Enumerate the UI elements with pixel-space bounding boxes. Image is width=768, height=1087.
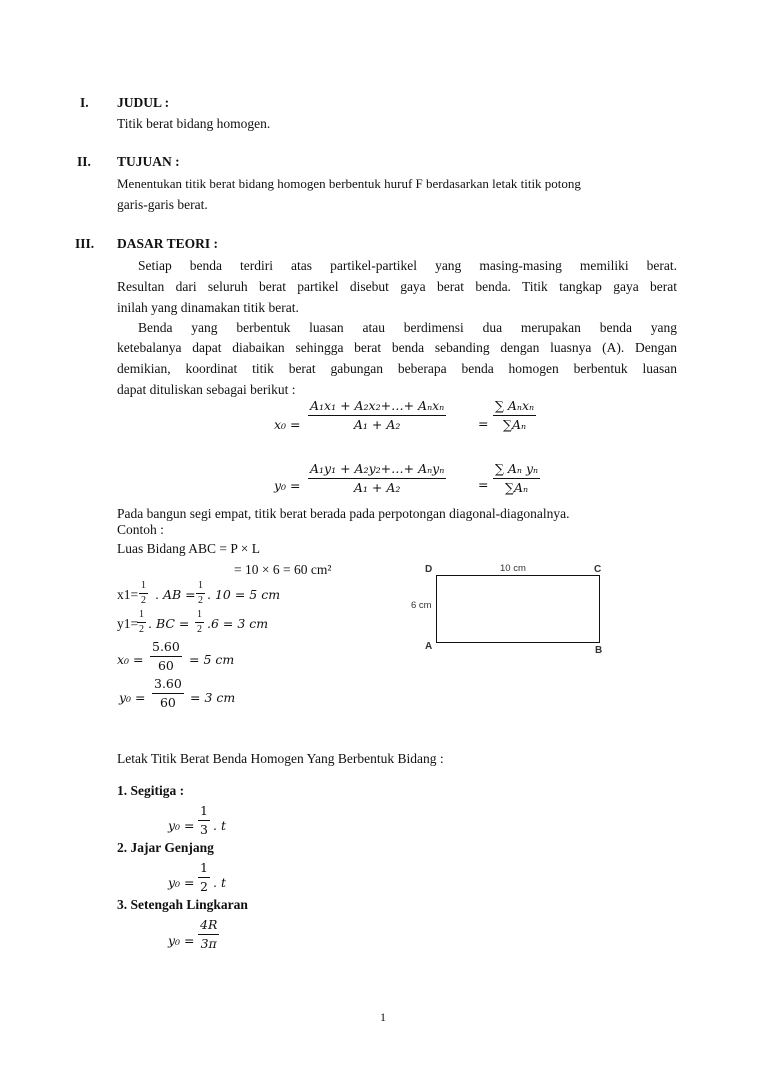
- formula-y0-denominator: A₁ + A₂: [308, 478, 446, 495]
- x1-half-fraction-2: [196, 580, 205, 606]
- formula-x0-lhs: x₀ =: [274, 417, 301, 432]
- item-setengah-lingkaran-lhs: y₀ =: [168, 933, 195, 948]
- formula-x0-equals: =: [478, 416, 489, 431]
- section-1-text: Titik berat bidang homogen.: [117, 116, 271, 131]
- section-3-heading: DASAR TEORI :: [117, 236, 219, 251]
- item-jajar-genjang-fraction: [198, 860, 210, 894]
- section-2-heading: TUJUAN :: [117, 154, 180, 169]
- label-top-length: 10 cm: [500, 563, 526, 574]
- formula-x0-sum-numerator: ∑ Aₙxₙ: [495, 398, 535, 413]
- fraction-numerator: 1: [200, 803, 208, 818]
- section-2-number: II.: [77, 154, 91, 169]
- formula-x0-sum-denominator: ∑Aₙ: [493, 415, 536, 432]
- formula-x0-denominator: A₁ + A₂: [308, 415, 446, 432]
- section-1-number: I.: [80, 95, 89, 110]
- paragraph-line: Setiap benda terdiri atas partikel-partikel yang masing-masing memiliki berat.: [138, 258, 677, 273]
- x1-lhs: x1=: [117, 587, 139, 602]
- rectangle-abcd: [436, 575, 600, 643]
- fraction-denominator: 2: [139, 624, 144, 635]
- paragraph-line: ketebalanya dapat diabaikan sehingga berat benda sebanding dengan luasnya (A). Dengan: [117, 340, 677, 355]
- label-d: D: [425, 564, 433, 575]
- example-x0-fraction: [150, 639, 182, 673]
- formula-y0-sum-numerator: ∑ Aₙ yₙ: [495, 461, 539, 476]
- letak-intro: Letak Titik Berat Benda Homogen Yang Berbentuk Bidang :: [117, 751, 444, 766]
- x1-mid: . AB =: [155, 587, 196, 602]
- fraction-numerator: 5.60: [152, 639, 180, 654]
- section-3-number: III.: [75, 236, 95, 251]
- formula-y0-sum-fraction: [493, 461, 540, 495]
- x1-half-fraction: [139, 580, 148, 606]
- formula-y0-fraction: [308, 461, 446, 495]
- label-a: A: [425, 641, 433, 652]
- item-setengah-lingkaran-fraction: [198, 917, 219, 951]
- fraction-numerator: 1: [141, 580, 146, 591]
- label-c: C: [594, 564, 602, 575]
- diagonal-text: Pada bangun segi empat, titik berat berada pada perpotongan diagonal-diagonalnya.: [117, 506, 570, 521]
- paragraph-line: inilah yang dinamakan titik berat.: [117, 300, 299, 315]
- y1-half-fraction: [137, 609, 146, 635]
- formula-y0-equals: =: [478, 477, 489, 492]
- example-y0-lhs: y₀ =: [119, 690, 146, 705]
- paragraph-line: Resultan dari seluruh berat partikel disebut gaya berat benda. Titik tangkap gaya berat: [117, 279, 677, 294]
- fraction-denominator: 3π: [198, 934, 219, 951]
- fraction-numerator: 1: [200, 860, 208, 875]
- y1-result: .6 = 3 cm: [207, 616, 269, 631]
- item-jajar-genjang-rhs: . t: [213, 875, 226, 890]
- section-1-heading: JUDUL :: [117, 95, 170, 110]
- example-y0-fraction: [152, 676, 184, 710]
- label-b: B: [595, 645, 603, 656]
- fraction-numerator: 1: [198, 580, 203, 591]
- y1-half-fraction-2: [195, 609, 204, 635]
- fraction-numerator: 1: [197, 609, 202, 620]
- y1-mid: . BC =: [148, 616, 190, 631]
- fraction-denominator: 3: [200, 822, 208, 837]
- fraction-denominator: 2: [141, 595, 146, 606]
- luas-line-1: Luas Bidang ABC = P × L: [117, 541, 260, 556]
- label-side-length: 6 cm: [411, 600, 432, 611]
- fraction-denominator: 2: [197, 624, 202, 635]
- item-jajar-genjang-lhs: y₀ =: [168, 875, 195, 890]
- item-segitiga-title: 1. Segitiga :: [117, 783, 185, 798]
- fraction-numerator: 1: [139, 609, 144, 620]
- section-2-line-1: Menentukan titik berat bidang homogen berbentuk huruf F berdasarkan letak titik potong: [117, 176, 581, 191]
- page-number: 1: [380, 1010, 386, 1024]
- formula-x0-numerator: A₁x₁ + A₂x₂+…+ Aₙxₙ: [310, 398, 445, 413]
- fraction-denominator: 60: [152, 693, 184, 710]
- paragraph-line: dapat dituliskan sebagai berikut :: [117, 382, 296, 397]
- fraction-denominator: 2: [198, 595, 203, 606]
- formula-y0-numerator: A₁y₁ + A₂y₂+…+ Aₙyₙ: [310, 461, 445, 476]
- fraction-denominator: 2: [200, 879, 208, 894]
- fraction-numerator: 4R: [200, 917, 218, 932]
- item-segitiga-fraction: [198, 803, 210, 837]
- paragraph-line: Benda yang berbentuk luasan atau berdimensi dua merupakan benda yang: [138, 320, 677, 335]
- section-2-line-2: garis-garis berat.: [117, 197, 208, 212]
- luas-line-2: = 10 × 6 = 60 cm²: [234, 562, 332, 577]
- item-segitiga-lhs: y₀ =: [168, 818, 195, 833]
- formula-y0-lhs: y₀ =: [274, 478, 301, 493]
- item-segitiga-rhs: . t: [213, 818, 226, 833]
- fraction-numerator: 3.60: [154, 676, 182, 691]
- x1-result: . 10 = 5 cm: [207, 587, 281, 602]
- formula-x0-fraction: [308, 398, 446, 432]
- example-y0-result: = 3 cm: [190, 690, 236, 705]
- example-x0-result: = 5 cm: [189, 652, 235, 667]
- example-x0-lhs: x₀ =: [117, 652, 144, 667]
- paragraph-line: demikian, koordinat titik berat gabungan beberapa benda homogen berbentuk luasan: [117, 361, 677, 376]
- formula-y0-sum-denominator: ∑Aₙ: [493, 478, 540, 495]
- item-jajar-genjang-title: 2. Jajar Genjang: [117, 840, 214, 855]
- item-setengah-lingkaran-title: 3. Setengah Lingkaran: [117, 897, 248, 912]
- formula-x0-sum-fraction: [493, 398, 536, 432]
- y1-lhs: y1=: [117, 616, 139, 631]
- fraction-denominator: 60: [150, 656, 182, 673]
- contoh-label: Contoh :: [117, 522, 164, 537]
